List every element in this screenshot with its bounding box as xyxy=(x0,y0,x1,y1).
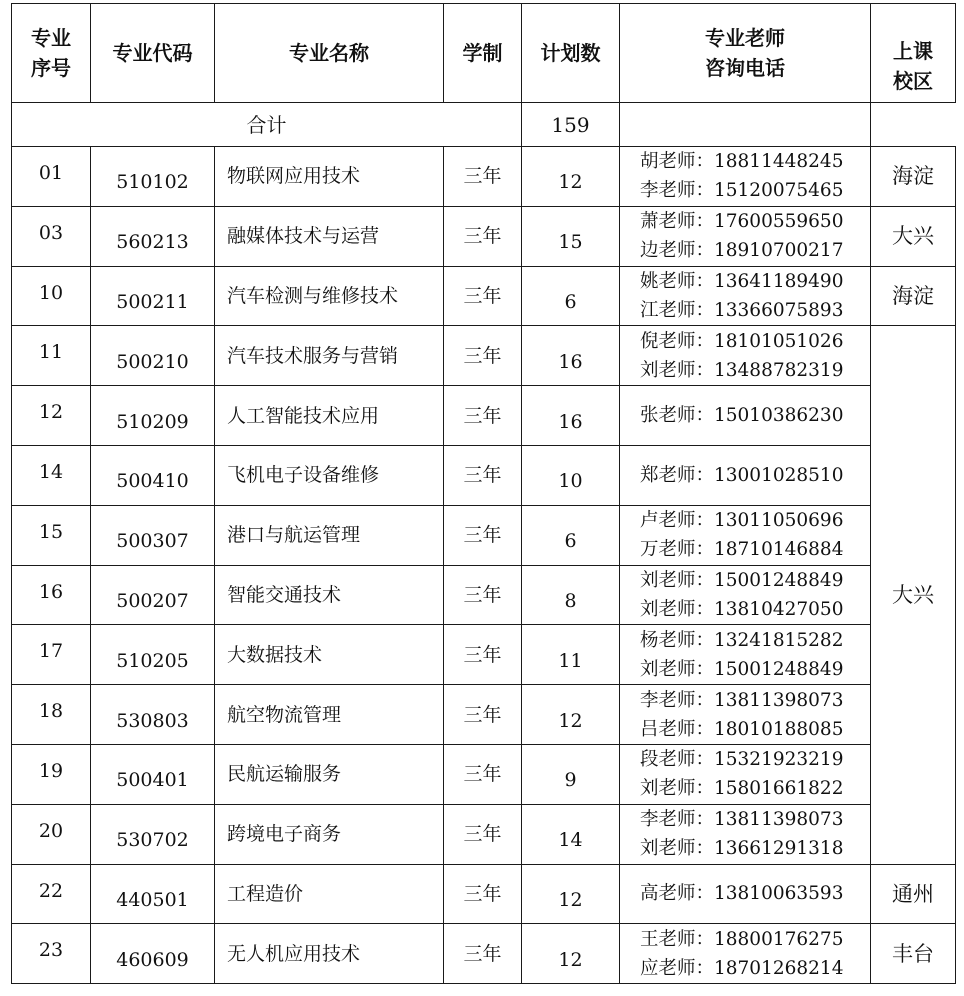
row-name: 人工智能技术应用 xyxy=(215,386,444,446)
row-duration: 三年 xyxy=(444,924,522,984)
contact-line: 刘老师：15001248849 xyxy=(640,658,844,680)
row-plan: 16 xyxy=(522,386,620,446)
table-row xyxy=(12,804,956,864)
row-plan: 15 xyxy=(522,206,620,266)
total-value: 159 xyxy=(522,103,620,147)
contact-line: 高老师：13810063593 xyxy=(640,883,844,905)
row-contact xyxy=(620,386,871,446)
row-plan: 12 xyxy=(522,685,620,745)
contact-line: 李老师：13811398073 xyxy=(640,689,844,711)
row-seq: 12 xyxy=(12,386,91,446)
total-label: 合计 xyxy=(12,103,522,147)
row-code: 500307 xyxy=(91,505,215,565)
row-name: 汽车技术服务与营销 xyxy=(215,326,444,386)
row-duration: 三年 xyxy=(444,326,522,386)
header-seq: 专业 序号 xyxy=(12,4,91,103)
row-seq: 19 xyxy=(12,744,91,804)
row-seq: 20 xyxy=(12,804,91,864)
row-name: 飞机电子设备维修 xyxy=(215,445,444,505)
row-plan: 11 xyxy=(522,625,620,685)
table-row xyxy=(12,744,956,804)
row-name: 民航运输服务 xyxy=(215,744,444,804)
contact-line: 王老师：18800176275 xyxy=(640,928,844,950)
row-code: 510205 xyxy=(91,625,215,685)
row-contact xyxy=(620,505,871,565)
row-duration: 三年 xyxy=(444,206,522,266)
row-seq: 18 xyxy=(12,685,91,745)
row-contact xyxy=(620,685,871,745)
table-row xyxy=(12,505,956,565)
row-seq: 16 xyxy=(12,565,91,625)
contact-line: 刘老师：13661291318 xyxy=(640,838,844,860)
row-campus: 海淀 xyxy=(871,266,956,326)
row-duration: 三年 xyxy=(444,864,522,924)
row-code: 500211 xyxy=(91,266,215,326)
header-campus: 上课 校区 xyxy=(871,4,956,103)
row-duration: 三年 xyxy=(444,804,522,864)
row-contact xyxy=(620,744,871,804)
row-name: 无人机应用技术 xyxy=(215,924,444,984)
row-campus: 大兴 xyxy=(871,326,956,864)
row-duration: 三年 xyxy=(444,685,522,745)
contact-line: 李老师：15120075465 xyxy=(640,180,844,202)
row-duration: 三年 xyxy=(444,625,522,685)
row-duration: 三年 xyxy=(444,147,522,207)
contact-line: 姚老师：13641189490 xyxy=(640,270,844,292)
row-plan: 9 xyxy=(522,744,620,804)
row-seq: 03 xyxy=(12,206,91,266)
row-duration: 三年 xyxy=(444,744,522,804)
contact-line: 刘老师：15801661822 xyxy=(640,778,844,800)
row-seq: 22 xyxy=(12,864,91,924)
contact-line: 卢老师：13011050696 xyxy=(640,510,844,532)
row-contact xyxy=(620,266,871,326)
row-code: 440501 xyxy=(91,864,215,924)
table-row xyxy=(12,565,956,625)
table-row xyxy=(12,266,956,326)
contact-line: 刘老师：15001248849 xyxy=(640,569,844,591)
row-contact xyxy=(620,924,871,984)
row-contact xyxy=(620,565,871,625)
table-row xyxy=(12,147,956,207)
row-name: 汽车检测与维修技术 xyxy=(215,266,444,326)
row-plan: 8 xyxy=(522,565,620,625)
row-seq: 23 xyxy=(12,924,91,984)
header-name: 专业名称 xyxy=(215,4,444,103)
contact-line: 倪老师：18101051026 xyxy=(640,330,844,352)
total-contact-empty xyxy=(620,103,871,147)
table-row xyxy=(12,924,956,984)
row-plan: 10 xyxy=(522,445,620,505)
table-row xyxy=(12,685,956,745)
contact-line: 杨老师：13241815282 xyxy=(640,629,844,651)
row-campus: 通州 xyxy=(871,864,956,924)
row-contact xyxy=(620,147,871,207)
row-code: 500401 xyxy=(91,744,215,804)
contact-line: 刘老师：13488782319 xyxy=(640,359,844,381)
row-duration: 三年 xyxy=(444,505,522,565)
row-code: 510102 xyxy=(91,147,215,207)
row-code: 500207 xyxy=(91,565,215,625)
contact-line: 江老师：13366075893 xyxy=(640,299,844,321)
table-row xyxy=(12,864,956,924)
contact-line: 吕老师：18010188085 xyxy=(640,718,844,740)
contact-line: 李老师：13811398073 xyxy=(640,809,844,831)
row-duration: 三年 xyxy=(444,386,522,446)
row-plan: 12 xyxy=(522,924,620,984)
row-plan: 12 xyxy=(522,864,620,924)
row-duration: 三年 xyxy=(444,565,522,625)
row-code: 560213 xyxy=(91,206,215,266)
contact-line: 应老师：18701268214 xyxy=(640,957,844,979)
header-row xyxy=(12,4,956,103)
row-contact xyxy=(620,445,871,505)
header-duration: 学制 xyxy=(444,4,522,103)
table-row xyxy=(12,386,956,446)
table-row xyxy=(12,326,956,386)
row-plan: 6 xyxy=(522,266,620,326)
row-name: 工程造价 xyxy=(215,864,444,924)
contact-line: 胡老师：18811448245 xyxy=(640,151,844,173)
header-plan: 计划数 xyxy=(522,4,620,103)
row-contact xyxy=(620,864,871,924)
enrollment-plan-table xyxy=(11,3,956,984)
row-contact xyxy=(620,206,871,266)
header-code: 专业代码 xyxy=(91,4,215,103)
contact-line: 郑老师：13001028510 xyxy=(640,464,844,486)
row-seq: 15 xyxy=(12,505,91,565)
row-name: 港口与航运管理 xyxy=(215,505,444,565)
table-row xyxy=(12,206,956,266)
row-name: 融媒体技术与运营 xyxy=(215,206,444,266)
row-campus: 海淀 xyxy=(871,147,956,207)
row-name: 物联网应用技术 xyxy=(215,147,444,207)
row-plan: 14 xyxy=(522,804,620,864)
row-name: 智能交通技术 xyxy=(215,565,444,625)
row-duration: 三年 xyxy=(444,445,522,505)
table-row xyxy=(12,445,956,505)
row-plan: 6 xyxy=(522,505,620,565)
row-seq: 11 xyxy=(12,326,91,386)
row-code: 530803 xyxy=(91,685,215,745)
contact-line: 张老师：15010386230 xyxy=(640,405,844,427)
header-contact: 专业老师 咨询电话 xyxy=(620,4,871,103)
row-contact xyxy=(620,804,871,864)
row-plan: 12 xyxy=(522,147,620,207)
table-row xyxy=(12,625,956,685)
row-seq: 14 xyxy=(12,445,91,505)
row-code: 500410 xyxy=(91,445,215,505)
row-campus: 大兴 xyxy=(871,206,956,266)
row-plan: 16 xyxy=(522,326,620,386)
contact-line: 边老师：18910700217 xyxy=(640,240,844,262)
row-seq: 01 xyxy=(12,147,91,207)
row-code: 510209 xyxy=(91,386,215,446)
row-seq: 17 xyxy=(12,625,91,685)
row-contact xyxy=(620,625,871,685)
contact-line: 段老师：15321923219 xyxy=(640,749,844,771)
row-code: 500210 xyxy=(91,326,215,386)
row-code: 530702 xyxy=(91,804,215,864)
total-row xyxy=(12,103,956,147)
contact-line: 萧老师：17600559650 xyxy=(640,211,844,233)
contact-line: 万老师：18710146884 xyxy=(640,539,844,561)
row-duration: 三年 xyxy=(444,266,522,326)
row-code: 460609 xyxy=(91,924,215,984)
contact-line: 刘老师：13810427050 xyxy=(640,598,844,620)
row-contact xyxy=(620,326,871,386)
row-seq: 10 xyxy=(12,266,91,326)
row-name: 跨境电子商务 xyxy=(215,804,444,864)
row-name: 大数据技术 xyxy=(215,625,444,685)
row-campus: 丰台 xyxy=(871,924,956,984)
row-name: 航空物流管理 xyxy=(215,685,444,745)
